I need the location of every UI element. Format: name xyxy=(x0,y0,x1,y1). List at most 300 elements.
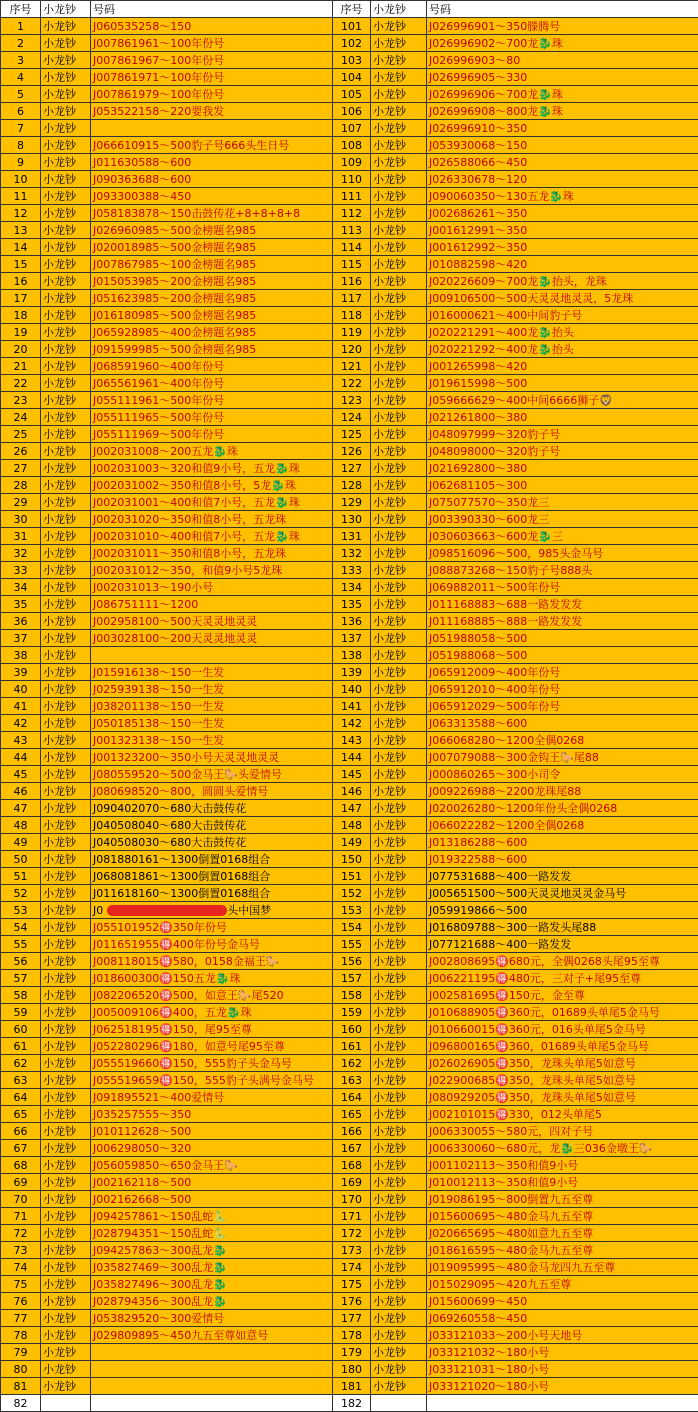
row-number-2: 149 xyxy=(333,834,371,851)
table-row xyxy=(1,443,698,460)
row-number-2: 176 xyxy=(333,1293,371,1310)
row-number-2: 139 xyxy=(333,664,371,681)
table-row xyxy=(1,902,698,919)
row-name-2: 小龙钞 xyxy=(371,664,427,681)
row-code-2: J015600695～480金马九五至尊 xyxy=(427,1208,698,1225)
table-row xyxy=(1,1055,698,1072)
table-row xyxy=(1,222,698,239)
row-number-2: 141 xyxy=(333,698,371,715)
row-name-2: 小龙钞 xyxy=(371,1140,427,1157)
row-name-2: 小龙钞 xyxy=(371,120,427,137)
row-code: J029809895～450九五至尊如意号 xyxy=(91,1327,333,1344)
row-number: 69 xyxy=(1,1174,41,1191)
row-name-2: 小龙钞 xyxy=(371,1344,427,1361)
row-name-2: 小龙钞 xyxy=(371,596,427,613)
row-name-2: 小龙钞 xyxy=(371,1293,427,1310)
row-number-2: 174 xyxy=(333,1259,371,1276)
table-row xyxy=(1,1310,698,1327)
table-row xyxy=(1,1259,698,1276)
row-name: 小龙钞 xyxy=(41,1276,91,1293)
row-code-2: J022900685🉐350，龙珠头单尾5如意号 xyxy=(427,1072,698,1089)
row-code: J002031010～400和值7小号，五龙🐉珠 xyxy=(91,528,333,545)
row-name-2: 小龙钞 xyxy=(371,511,427,528)
row-code-2: J001612992～350 xyxy=(427,239,698,256)
row-name: 小龙钞 xyxy=(41,528,91,545)
row-number: 81 xyxy=(1,1378,41,1395)
row-code: J018600300🉐150五龙🐉珠 xyxy=(91,970,333,987)
row-code-2: J030603663～600龙🐉三 xyxy=(427,528,698,545)
row-name: 小龙钞 xyxy=(41,1327,91,1344)
row-code: J002031013～190小号 xyxy=(91,579,333,596)
row-code: J055111969～500年份号 xyxy=(91,426,333,443)
row-name: 小龙钞 xyxy=(41,375,91,392)
row-code: J090402070～680大击鼓传花 xyxy=(91,800,333,817)
row-code-2: J002808695🉐680元，全偶0268头尾95至尊 xyxy=(427,953,698,970)
row-number-2: 137 xyxy=(333,630,371,647)
row-name: 小龙钞 xyxy=(41,1089,91,1106)
row-name-2: 小龙钞 xyxy=(371,851,427,868)
row-number: 78 xyxy=(1,1327,41,1344)
row-code: J002031020～350和值8小号，五龙珠 xyxy=(91,511,333,528)
row-code: J066610915～500豹子号666头生日号 xyxy=(91,137,333,154)
table-row-last xyxy=(1,1395,698,1412)
table-row xyxy=(1,545,698,562)
table-row xyxy=(1,834,698,851)
row-code-2: J062681105～300 xyxy=(427,477,698,494)
row-name: 小龙钞 xyxy=(41,1344,91,1361)
table-row xyxy=(1,1225,698,1242)
row-code-2: J010660015🉐360元，016头单尾5金马号 xyxy=(427,1021,698,1038)
row-name-2: 小龙钞 xyxy=(371,86,427,103)
row-number-2: 159 xyxy=(333,1004,371,1021)
row-code-2: J069882011～500年份号 xyxy=(427,579,698,596)
row-number: 51 xyxy=(1,868,41,885)
row-number: 45 xyxy=(1,766,41,783)
row-code: J090363688～600 xyxy=(91,171,333,188)
row-number: 8 xyxy=(1,137,41,154)
row-number: 20 xyxy=(1,341,41,358)
row-code-2: J026996905～330 xyxy=(427,69,698,86)
row-code-2: J001612991～350 xyxy=(427,222,698,239)
row-number-2: 169 xyxy=(333,1174,371,1191)
row-name: 小龙钞 xyxy=(41,698,91,715)
row-name: 小龙钞 xyxy=(41,953,91,970)
row-number-2: 173 xyxy=(333,1242,371,1259)
row-code: J011651955🉐400年份号金马号 xyxy=(91,936,333,953)
row-name-2: 小龙钞 xyxy=(371,1157,427,1174)
row-number: 30 xyxy=(1,511,41,528)
row-number: 9 xyxy=(1,154,41,171)
row-code: J051623985～200金榜题名985 xyxy=(91,290,333,307)
row-number: 1 xyxy=(1,18,41,35)
row-name: 小龙钞 xyxy=(41,120,91,137)
row-code-2: J080929205🉐350，龙珠头单尾5如意号 xyxy=(427,1089,698,1106)
row-number: 70 xyxy=(1,1191,41,1208)
row-number: 35 xyxy=(1,596,41,613)
row-number-2: 131 xyxy=(333,528,371,545)
row-number: 49 xyxy=(1,834,41,851)
row-name-2: 小龙钞 xyxy=(371,494,427,511)
row-code-2: J002686261～350 xyxy=(427,205,698,222)
row-number: 42 xyxy=(1,715,41,732)
row-code: J068081861～1300倒置0168组合 xyxy=(91,868,333,885)
row-code: J055111965～500年份号 xyxy=(91,409,333,426)
header-seq-2: 序号 xyxy=(333,1,371,18)
row-code: J008118015🉐580，0158金福王🐎 xyxy=(91,953,333,970)
row-name-2: 小龙钞 xyxy=(371,205,427,222)
row-name: 小龙钞 xyxy=(41,52,91,69)
row-code: J016180985～500金榜题名985 xyxy=(91,307,333,324)
row-code: J001323138～150一生发 xyxy=(91,732,333,749)
row-code: J065928985～400金榜题名985 xyxy=(91,324,333,341)
row-code-2: J009226988～2200龙珠尾88 xyxy=(427,783,698,800)
row-name: 小龙钞 xyxy=(41,1157,91,1174)
table-row xyxy=(1,18,698,35)
row-number-2: 132 xyxy=(333,545,371,562)
row-number: 15 xyxy=(1,256,41,273)
row-code: J002162118～500 xyxy=(91,1174,333,1191)
row-name-2: 小龙钞 xyxy=(371,1310,427,1327)
row-number: 76 xyxy=(1,1293,41,1310)
row-name-2: 小龙钞 xyxy=(371,766,427,783)
table-row xyxy=(1,1293,698,1310)
row-number: 72 xyxy=(1,1225,41,1242)
row-name: 小龙钞 xyxy=(41,987,91,1004)
row-number: 32 xyxy=(1,545,41,562)
row-number: 41 xyxy=(1,698,41,715)
row-number: 55 xyxy=(1,936,41,953)
row-number: 13 xyxy=(1,222,41,239)
row-code-2: J053930068～150 xyxy=(427,137,698,154)
row-code: J060535258～150 xyxy=(91,18,333,35)
row-number: 75 xyxy=(1,1276,41,1293)
row-number: 80 xyxy=(1,1361,41,1378)
row-number-2: 154 xyxy=(333,919,371,936)
row-code-2: J065912010～400年份号 xyxy=(427,681,698,698)
row-code: J025939138～150一生发 xyxy=(91,681,333,698)
row-code-2: J033121031～180小号 xyxy=(427,1361,698,1378)
row-number: 79 xyxy=(1,1344,41,1361)
row-number: 64 xyxy=(1,1089,41,1106)
row-name-2: 小龙钞 xyxy=(371,1123,427,1140)
row-code-2: J051988068～500 xyxy=(427,647,698,664)
row-number-2: 110 xyxy=(333,171,371,188)
row-name: 小龙钞 xyxy=(41,817,91,834)
row-number-2: 175 xyxy=(333,1276,371,1293)
row-code: J038201138～150一生发 xyxy=(91,698,333,715)
row-number: 37 xyxy=(1,630,41,647)
table-row xyxy=(1,936,698,953)
row-code: J052280296🉐180，如意号尾95至尊 xyxy=(91,1038,333,1055)
row-code-2: J065912009～400年份号 xyxy=(427,664,698,681)
row-number-2: 157 xyxy=(333,970,371,987)
row-name-2: 小龙钞 xyxy=(371,698,427,715)
row-name: 小龙钞 xyxy=(41,800,91,817)
row-number-2: 166 xyxy=(333,1123,371,1140)
row-name-2: 小龙钞 xyxy=(371,188,427,205)
row-code-2: J098516096～500，985头金马号 xyxy=(427,545,698,562)
row-name-2: 小龙钞 xyxy=(371,681,427,698)
row-name: 小龙钞 xyxy=(41,1259,91,1276)
row-code-2: J001102113～350和值9小号 xyxy=(427,1157,698,1174)
row-code xyxy=(91,1361,333,1378)
row-code-2: J005651500～500天灵灵地灵灵金马号 xyxy=(427,885,698,902)
row-name: 小龙钞 xyxy=(41,307,91,324)
table-row xyxy=(1,1276,698,1293)
row-code: J081880161～1300倒置0168组合 xyxy=(91,851,333,868)
row-number-2: 150 xyxy=(333,851,371,868)
row-name: 小龙钞 xyxy=(41,783,91,800)
row-name-2: 小龙钞 xyxy=(371,834,427,851)
row-number: 39 xyxy=(1,664,41,681)
row-number: 21 xyxy=(1,358,41,375)
row-number: 77 xyxy=(1,1310,41,1327)
row-name: 小龙钞 xyxy=(41,35,91,52)
row-name: 小龙钞 xyxy=(41,1293,91,1310)
row-name-2: 小龙钞 xyxy=(371,562,427,579)
row-name-2: 小龙钞 xyxy=(371,443,427,460)
table-row xyxy=(1,596,698,613)
row-code: J028794351～150乱蛇🐍 xyxy=(91,1225,333,1242)
row-name: 小龙钞 xyxy=(41,1072,91,1089)
row-name-2: 小龙钞 xyxy=(371,290,427,307)
row-number-2: 165 xyxy=(333,1106,371,1123)
row-number-last: 82 xyxy=(1,1395,41,1412)
row-number-2: 151 xyxy=(333,868,371,885)
row-number-2: 178 xyxy=(333,1327,371,1344)
row-number: 63 xyxy=(1,1072,41,1089)
table-row xyxy=(1,1106,698,1123)
row-name-2: 小龙钞 xyxy=(371,477,427,494)
row-code-2: J011168883～688一路发发发 xyxy=(427,596,698,613)
row-name-2: 小龙钞 xyxy=(371,953,427,970)
header-code-2: 号码 xyxy=(427,1,698,18)
row-code: J094257861～150乱蛇🐍 xyxy=(91,1208,333,1225)
row-name: 小龙钞 xyxy=(41,1174,91,1191)
row-name: 小龙钞 xyxy=(41,426,91,443)
row-name-2: 小龙钞 xyxy=(371,222,427,239)
row-number: 34 xyxy=(1,579,41,596)
row-number-2: 133 xyxy=(333,562,371,579)
row-name-2: 小龙钞 xyxy=(371,1072,427,1089)
row-number-2: 143 xyxy=(333,732,371,749)
row-number: 74 xyxy=(1,1259,41,1276)
row-name-2: 小龙钞 xyxy=(371,1106,427,1123)
row-code-2: J019086195～800倒置九五至尊 xyxy=(427,1191,698,1208)
row-code-empty-2 xyxy=(427,1395,698,1412)
row-number-2: 104 xyxy=(333,69,371,86)
row-code: J010112628～500 xyxy=(91,1123,333,1140)
row-name-2: 小龙钞 xyxy=(371,1208,427,1225)
row-code: J062518195🉐150，尾95至尊 xyxy=(91,1021,333,1038)
table-row xyxy=(1,528,698,545)
row-code: J007861961～100年份号 xyxy=(91,35,333,52)
row-code: J050185138～150一生发 xyxy=(91,715,333,732)
table-row xyxy=(1,188,698,205)
row-code-2: J026996901～350滕腾号 xyxy=(427,18,698,35)
row-code: J026960985～500金榜题名985 xyxy=(91,222,333,239)
row-name: 小龙钞 xyxy=(41,137,91,154)
row-number-2: 171 xyxy=(333,1208,371,1225)
row-name-2: 小龙钞 xyxy=(371,987,427,1004)
row-number: 6 xyxy=(1,103,41,120)
row-name-2: 小龙钞 xyxy=(371,817,427,834)
row-number: 65 xyxy=(1,1106,41,1123)
row-number-2: 111 xyxy=(333,188,371,205)
row-code: J055519659🉐150，555豹子头满号金马号 xyxy=(91,1072,333,1089)
row-name: 小龙钞 xyxy=(41,239,91,256)
table-row xyxy=(1,409,698,426)
row-code-2: J020026280～1200年份头全偶0268 xyxy=(427,800,698,817)
row-code-2: J020221291～400龙🐉抬头 xyxy=(427,324,698,341)
row-code: J091895521～400爱情号 xyxy=(91,1089,333,1106)
row-number: 3 xyxy=(1,52,41,69)
row-number-2: 161 xyxy=(333,1038,371,1055)
row-name-2: 小龙钞 xyxy=(371,171,427,188)
row-number-2: 124 xyxy=(333,409,371,426)
row-name-2: 小龙钞 xyxy=(371,154,427,171)
row-name-2: 小龙钞 xyxy=(371,103,427,120)
row-code-prefix: J0 xyxy=(93,904,103,917)
row-name-2: 小龙钞 xyxy=(371,885,427,902)
row-name: 小龙钞 xyxy=(41,936,91,953)
table-row xyxy=(1,749,698,766)
row-code-2: J026996902～700龙🐉珠 xyxy=(427,35,698,52)
row-name: 小龙钞 xyxy=(41,103,91,120)
row-name: 小龙钞 xyxy=(41,409,91,426)
row-name-2: 小龙钞 xyxy=(371,1327,427,1344)
row-number: 28 xyxy=(1,477,41,494)
row-number-2: 181 xyxy=(333,1378,371,1395)
row-code: J007861979～100年份号 xyxy=(91,86,333,103)
row-number: 5 xyxy=(1,86,41,103)
row-number-2: 153 xyxy=(333,902,371,919)
row-number: 18 xyxy=(1,307,41,324)
table-row xyxy=(1,511,698,528)
row-number-2: 105 xyxy=(333,86,371,103)
table-row xyxy=(1,239,698,256)
row-name: 小龙钞 xyxy=(41,205,91,222)
row-code: J002162668～500 xyxy=(91,1191,333,1208)
row-code-2: J018616595～480金马九五至尊 xyxy=(427,1242,698,1259)
table-row xyxy=(1,1191,698,1208)
table-row xyxy=(1,1157,698,1174)
table-row xyxy=(1,86,698,103)
row-code-2: J015600699～450 xyxy=(427,1293,698,1310)
row-code: J020018985～500金榜题名985 xyxy=(91,239,333,256)
row-number: 33 xyxy=(1,562,41,579)
row-code-2: J010012113～350和值9小号 xyxy=(427,1174,698,1191)
table-row xyxy=(1,766,698,783)
row-name-2: 小龙钞 xyxy=(371,324,427,341)
row-name: 小龙钞 xyxy=(41,341,91,358)
row-number: 50 xyxy=(1,851,41,868)
row-name-2: 小龙钞 xyxy=(371,1038,427,1055)
row-code-2: J075077570～350龙三 xyxy=(427,494,698,511)
row-number: 68 xyxy=(1,1157,41,1174)
row-code: J055101952🉐350年份号 xyxy=(91,919,333,936)
row-number: 71 xyxy=(1,1208,41,1225)
row-name: 小龙钞 xyxy=(41,1242,91,1259)
row-code-2: J001265998～420 xyxy=(427,358,698,375)
row-code: J005009106🉐400，五龙🐉珠 xyxy=(91,1004,333,1021)
row-code-2: J016000621～400中间豹子号 xyxy=(427,307,698,324)
row-number: 44 xyxy=(1,749,41,766)
row-code xyxy=(91,120,333,137)
row-name: 小龙钞 xyxy=(41,460,91,477)
row-name-2: 小龙钞 xyxy=(371,647,427,664)
table-row xyxy=(1,715,698,732)
row-number-2: 106 xyxy=(333,103,371,120)
row-number: 16 xyxy=(1,273,41,290)
row-number: 12 xyxy=(1,205,41,222)
row-number-2: 120 xyxy=(333,341,371,358)
row-number-2: 147 xyxy=(333,800,371,817)
table-row xyxy=(1,120,698,137)
row-code: J002031011～350和值8小号，五龙珠 xyxy=(91,545,333,562)
row-number-2: 108 xyxy=(333,137,371,154)
row-code-2: J066068280～1200全偶0268 xyxy=(427,732,698,749)
row-number-2: 121 xyxy=(333,358,371,375)
row-name: 小龙钞 xyxy=(41,851,91,868)
header-seq: 序号 xyxy=(1,1,41,18)
row-name: 小龙钞 xyxy=(41,715,91,732)
row-number: 17 xyxy=(1,290,41,307)
row-name-2: 小龙钞 xyxy=(371,1055,427,1072)
row-number-2: 112 xyxy=(333,205,371,222)
row-name-2: 小龙钞 xyxy=(371,1021,427,1038)
table-row xyxy=(1,460,698,477)
header-code: 号码 xyxy=(91,1,333,18)
row-name: 小龙钞 xyxy=(41,273,91,290)
row-name-2: 小龙钞 xyxy=(371,630,427,647)
row-name: 小龙钞 xyxy=(41,69,91,86)
row-code-2: J090060350～130五龙🐉珠 xyxy=(427,188,698,205)
row-code: J007867985～100金榜题名985 xyxy=(91,256,333,273)
row-number: 62 xyxy=(1,1055,41,1072)
row-name-2: 小龙钞 xyxy=(371,732,427,749)
row-name: 小龙钞 xyxy=(41,919,91,936)
row-number: 56 xyxy=(1,953,41,970)
row-name: 小龙钞 xyxy=(41,477,91,494)
row-code-2: J077531688～400一路发发 xyxy=(427,868,698,885)
row-code-2: J010882598～420 xyxy=(427,256,698,273)
row-name: 小龙钞 xyxy=(41,732,91,749)
row-name-2: 小龙钞 xyxy=(371,341,427,358)
row-code: J015053985～200金榜题名985 xyxy=(91,273,333,290)
row-number-2: 158 xyxy=(333,987,371,1004)
row-name: 小龙钞 xyxy=(41,154,91,171)
table-row xyxy=(1,341,698,358)
row-number-2: 103 xyxy=(333,52,371,69)
row-name: 小龙钞 xyxy=(41,324,91,341)
row-number-2: 172 xyxy=(333,1225,371,1242)
row-name: 小龙钞 xyxy=(41,1106,91,1123)
row-number: 7 xyxy=(1,120,41,137)
row-name-2: 小龙钞 xyxy=(371,936,427,953)
row-number: 4 xyxy=(1,69,41,86)
table-row xyxy=(1,1327,698,1344)
table-row xyxy=(1,35,698,52)
table-row xyxy=(1,307,698,324)
header-name-2: 小龙钞 xyxy=(371,1,427,18)
row-name: 小龙钞 xyxy=(41,1310,91,1327)
row-code-2: J026588066～450 xyxy=(427,154,698,171)
row-number-2: 125 xyxy=(333,426,371,443)
table-row xyxy=(1,494,698,511)
row-number-2: 145 xyxy=(333,766,371,783)
row-number-2: 134 xyxy=(333,579,371,596)
